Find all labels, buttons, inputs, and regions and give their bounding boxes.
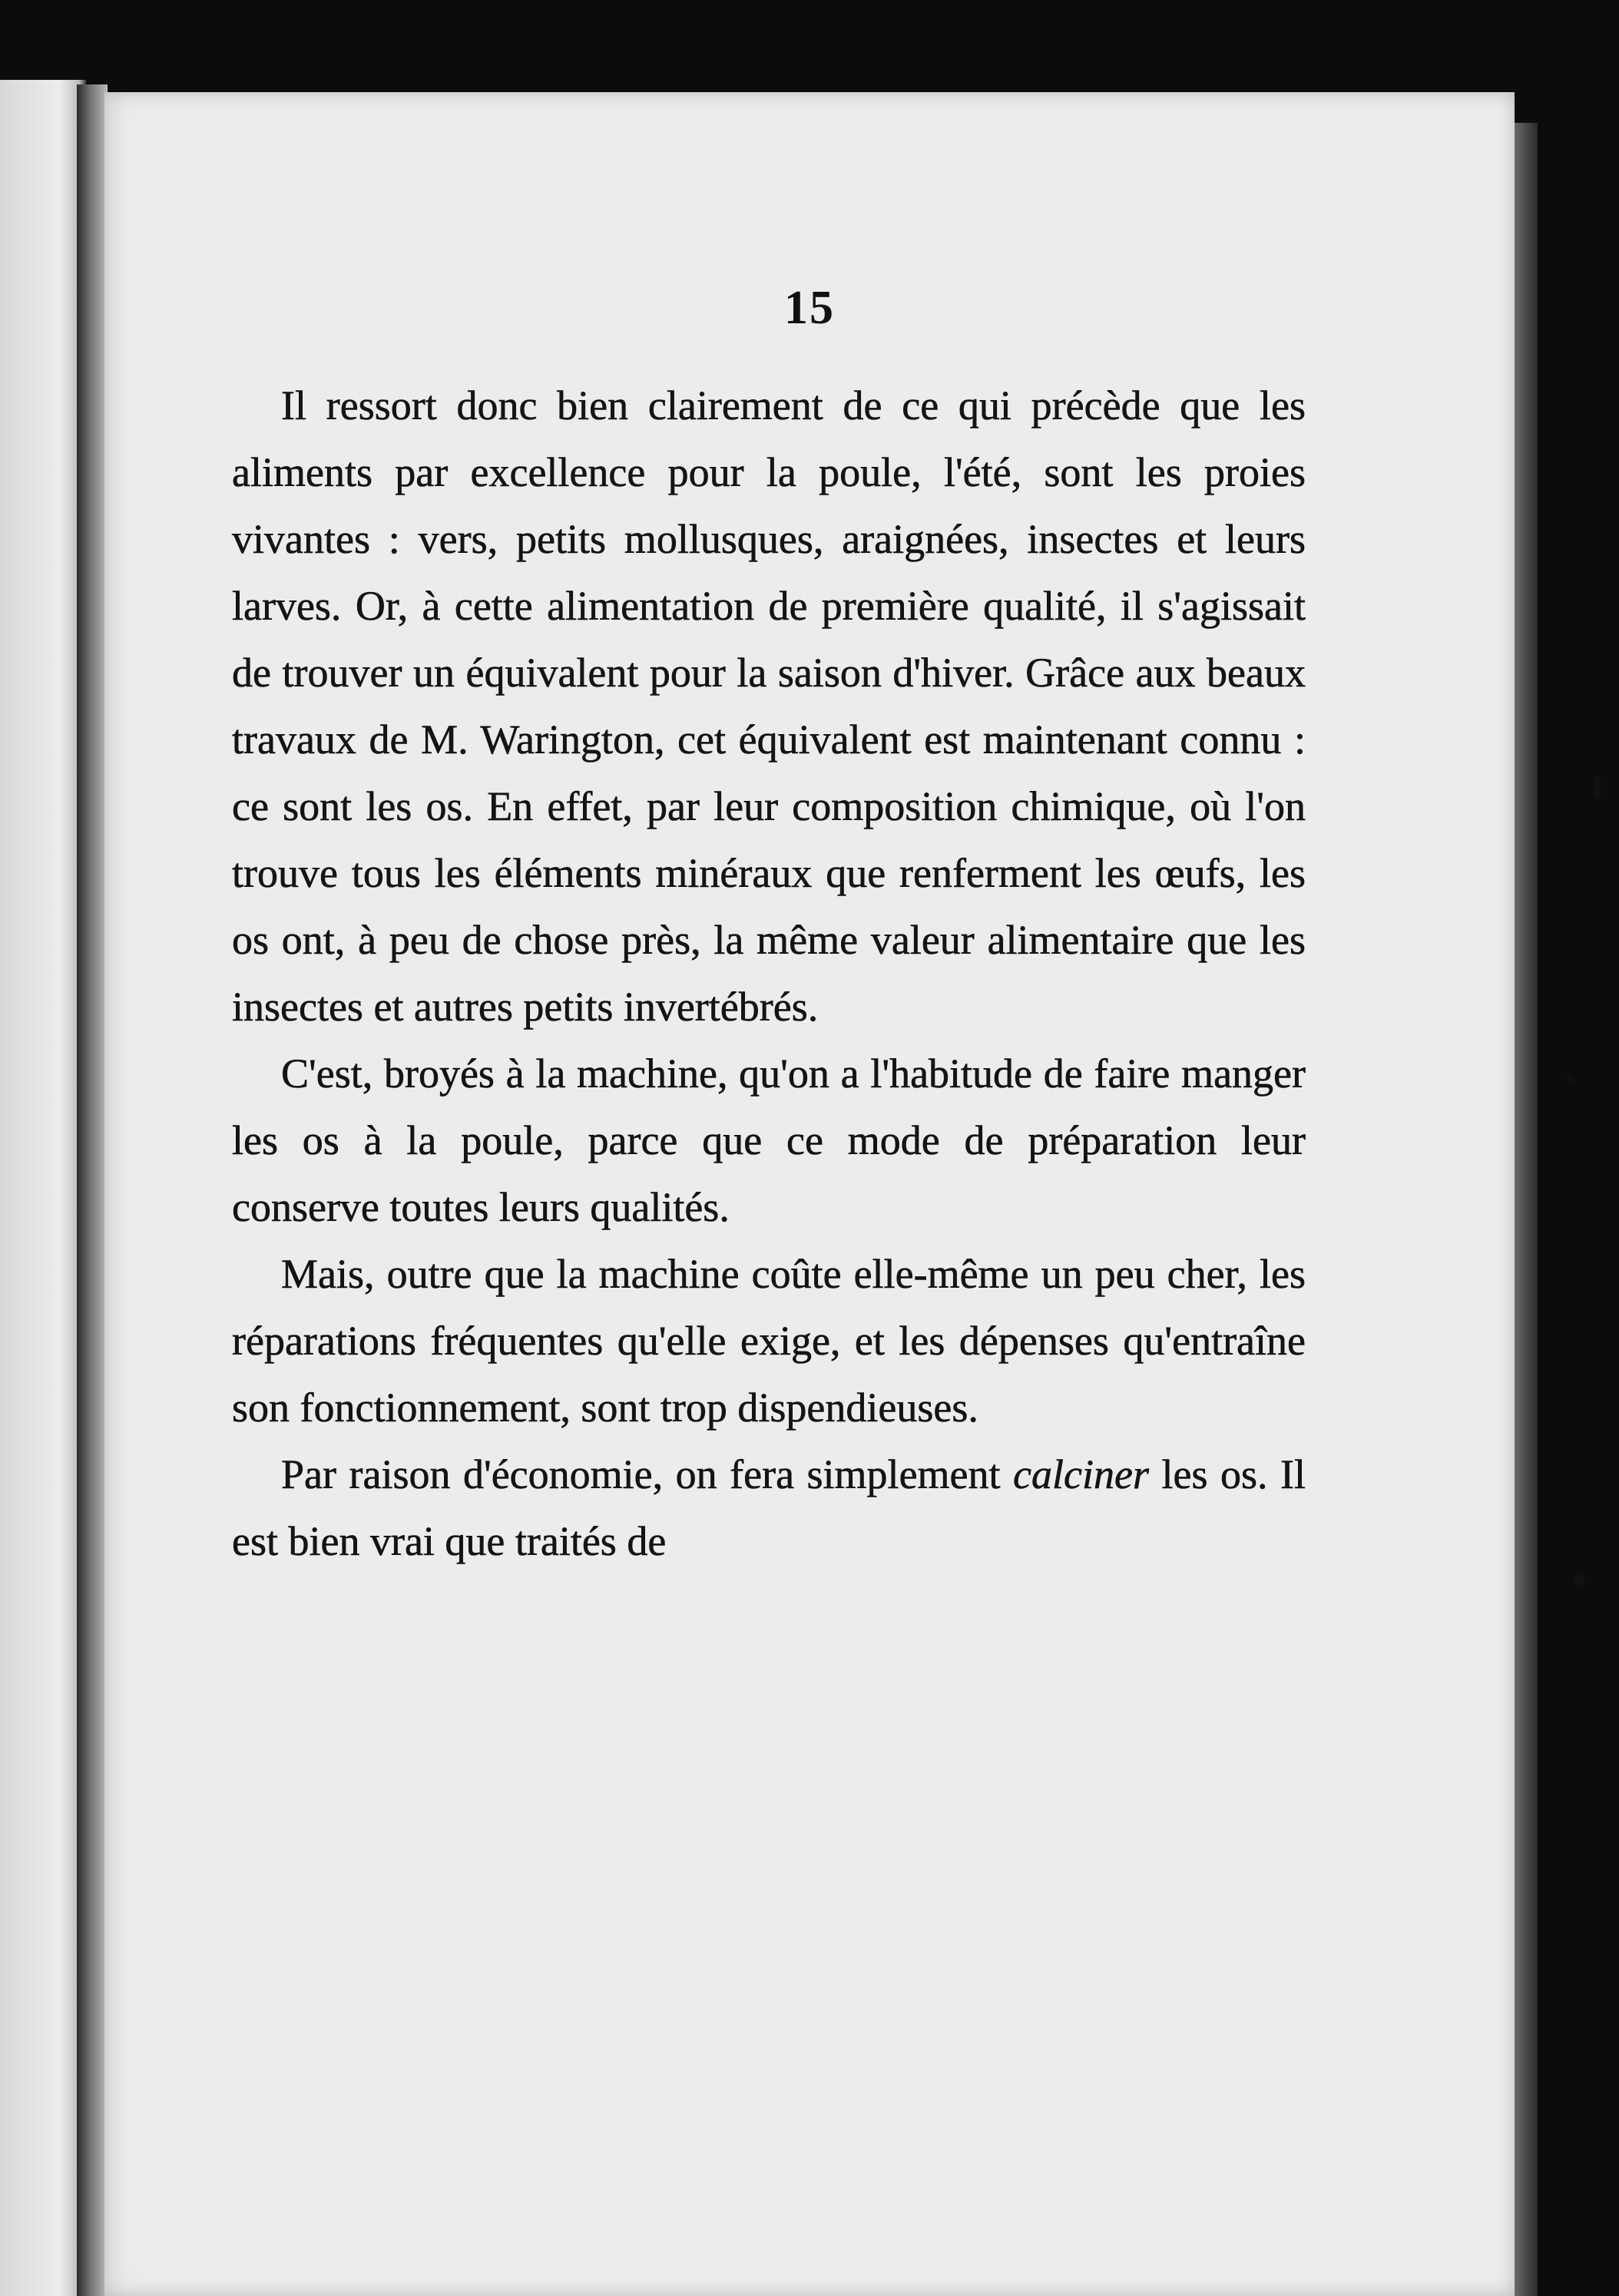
paragraph-4-emphasis: calciner bbox=[1013, 1451, 1149, 1497]
paragraph-4-tail: les os. Il est bien vrai que traités de bbox=[232, 1451, 1306, 1564]
paragraph-4 bbox=[232, 1441, 1306, 1575]
page-number: 15 bbox=[784, 282, 835, 334]
page-body-text bbox=[232, 372, 1306, 1575]
book-page bbox=[104, 92, 1515, 2296]
book-gutter bbox=[77, 84, 108, 2296]
paragraph-1: Il ressort donc bien clairement de ce qui précède que les aliments par excellence pour la poule, l'été, sont les proies vivantes : vers, petits mollusques, araignées, insectes et leurs larves. Or, à cette alimentation de première qualité, il s'agissait de trouver un équivalent pour la saison d'hiver. Grâce aux beaux travaux de M. Warington, cet équivalent est maintenant connu : ce sont les os. En effet, par leur composition chimique, où l'on trouve tous les éléments minéraux que renferment les œufs, les os ont, à peu de chose près, la même valeur alimentaire que les insectes et autres petits invertébrés. bbox=[232, 382, 1306, 1030]
page-right-edge-shadow bbox=[1515, 123, 1538, 2296]
scan-speck bbox=[1594, 776, 1601, 799]
previous-page-edge bbox=[0, 80, 86, 2296]
scan-speck bbox=[1574, 1574, 1585, 1588]
paragraph-3: Mais, outre que la machine coûte elle-même un peu cher, les réparations fréquentes qu'elle exige, et les dépenses qu'entraîne son fonctionnement, sont trop dispendieuses. bbox=[232, 1251, 1306, 1431]
paragraph-2: C'est, broyés à la machine, qu'on a l'habitude de faire manger les os à la poule, parce que ce mode de préparation leur conserve toutes leurs qualités. bbox=[232, 1050, 1306, 1230]
paragraph-4-lead: Par raison d'économie, on fera simplement bbox=[281, 1451, 1014, 1497]
scan-speck bbox=[1567, 1075, 1574, 1083]
